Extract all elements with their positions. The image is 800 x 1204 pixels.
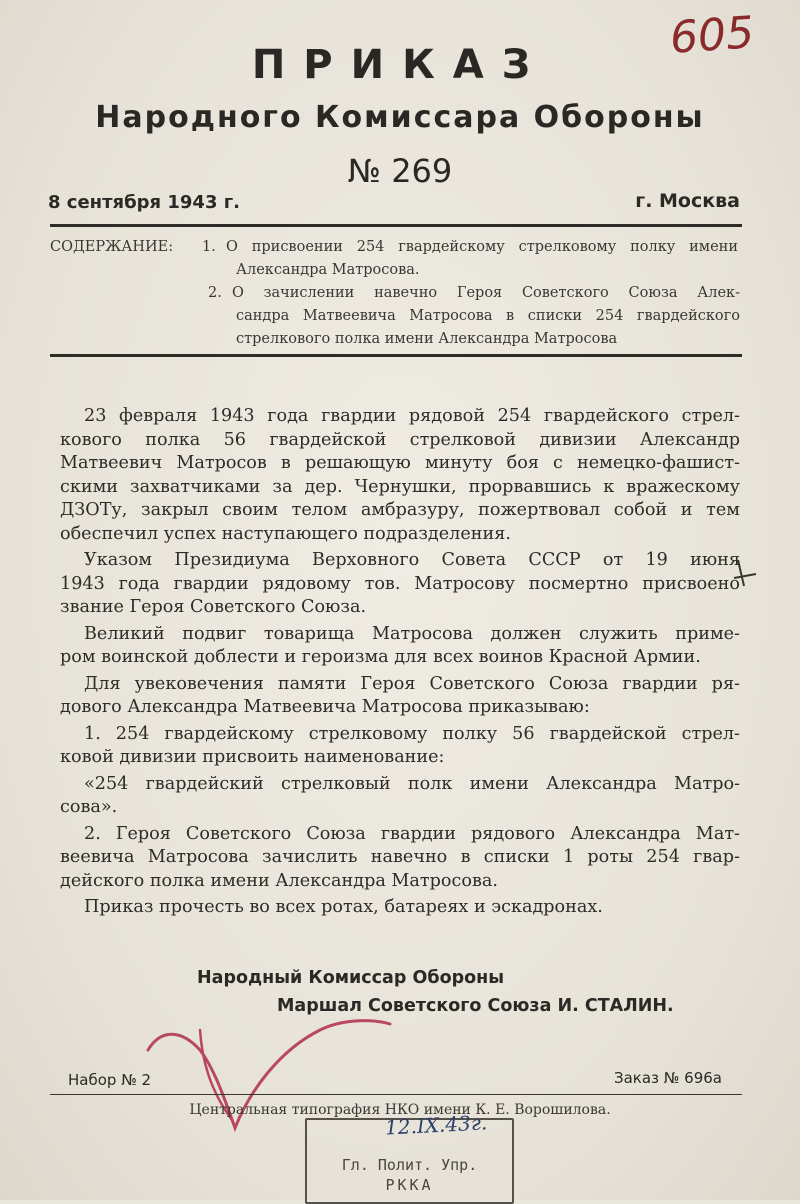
body-line: сова». [60, 797, 118, 817]
contents-item-1-line: Александра Матросова. [236, 262, 420, 278]
body-line: Приказ прочесть во всех ротах, батареях и эскадронах. [84, 897, 603, 917]
contents-item-1-line: О присвоении 254 гвардейскому стрелковому полку имени [226, 239, 738, 255]
contents-item-1 [226, 236, 738, 282]
signature-name: Маршал Советского Союза И. СТАЛИН. [277, 996, 674, 1016]
contents-item-2-num: 2. [208, 285, 222, 301]
body-line: Великий подвиг товарища Матросова должен служить приме- [84, 623, 740, 644]
body-line: кового полка 56 гвардейской стрелковой дивизии Александр [60, 429, 740, 450]
handwritten-archive-number: 605 [668, 7, 756, 64]
order-date: 8 сентября 1943 г. [48, 192, 240, 213]
document-title: ПРИКАЗ [251, 42, 549, 88]
body-paragraph-1 [60, 405, 740, 546]
body-paragraph-6 [60, 773, 740, 820]
contents-item-2-line: стрелкового полка имени Александра Матросова [236, 331, 618, 347]
body-line: 1943 года гвардии рядовому тов. Матросову посмертно присвоено [60, 573, 740, 594]
top-divider [50, 224, 742, 227]
order-number: № 269 [347, 152, 453, 190]
body-line: ром воинской доблести и героизма для всех воинов Красной Армии. [60, 647, 701, 667]
document-subtitle: Народного Комиссара Обороны [95, 100, 705, 135]
stamp-line-2: РККА [385, 1176, 434, 1194]
body-line: обеспечил успех наступающего подразделения. [60, 523, 511, 544]
body-line: веевича Матросова зачислить навечно в списки 1 роты 254 гвар- [60, 847, 740, 867]
body-line: дейского полка имени Александра Матросова. [60, 870, 498, 891]
set-number: Набор № 2 [68, 1071, 152, 1089]
printer-line: Центральная типография НКО имени К. Е. Ворошилова. [189, 1102, 611, 1118]
body-paragraph-5 [60, 723, 740, 770]
contents-divider [50, 354, 742, 357]
body-line: Указом Президиума Верховного Совета СССР от 19 июня [84, 550, 740, 570]
body-paragraph-4 [60, 673, 740, 720]
footer-divider [50, 1094, 742, 1095]
stamp-line-1: Гл. Полит. Упр. [341, 1156, 478, 1174]
body-line: скими захватчиками за дер. Чернушки, прорвавшись к вражескому [60, 476, 740, 497]
contents-item-2 [232, 282, 740, 351]
body-line: ковой дивизии присвоить наименование: [60, 747, 445, 767]
contents-item-1-num: 1. [202, 239, 216, 255]
print-order-number: Заказ № 696а [614, 1069, 722, 1087]
body-line: звание Героя Советского Союза. [60, 597, 367, 617]
pen-mark-icon [730, 556, 760, 596]
body-line: 2. Героя Советского Союза гвардии рядового Александра Мат- [84, 823, 740, 844]
body-line: «254 гвардейский стрелковый полк имени Александра Матро- [84, 773, 740, 794]
contents-item-2-line: сандра Матвеевича Матросова в списки 254 гвардейского [236, 308, 740, 324]
body-paragraph-7 [60, 823, 740, 894]
order-city: г. Москва [635, 190, 740, 212]
body-line: Матвеевич Матросов в решающую минуту боя с немецко-фашист- [60, 453, 740, 473]
body-line: 23 февраля 1943 года гвардии рядовой 254 гвардейского стрел- [84, 406, 740, 426]
body-paragraph-2 [60, 549, 740, 620]
contents-heading: СОДЕРЖАНИЕ: [50, 239, 174, 255]
contents-item-2-line: О зачислении навечно Героя Советского Союза Алек- [232, 285, 740, 301]
body-line: дового Александра Матвеевича Матросова приказываю: [60, 697, 590, 717]
body-line: ДЗОТу, закрыл своим телом амбразуру, пожертвовал собой и тем [60, 500, 740, 520]
body-line: Для увековечения памяти Героя Советского Союза гвардии ря- [84, 673, 740, 694]
body-paragraph-8 [60, 896, 740, 920]
signature-title: Народный Комиссар Обороны [197, 968, 505, 988]
order-body [60, 405, 740, 923]
body-paragraph-3 [60, 623, 740, 670]
body-line: 1. 254 гвардейскому стрелковому полку 56 гвардейской стрел- [84, 723, 740, 744]
stamp-date: 12.IX.43г. [384, 1110, 488, 1140]
